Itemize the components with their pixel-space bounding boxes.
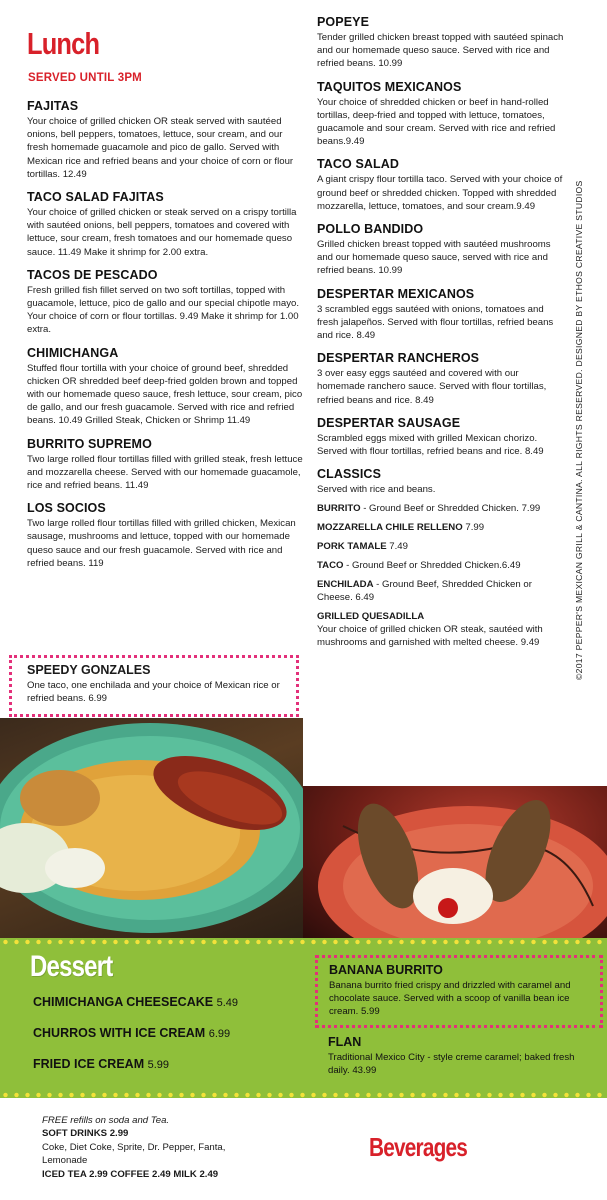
classic-name: ENCHILADA (317, 579, 374, 591)
classic-detail: - Ground Beef, Shredded Chicken or Cheese. 6.49 (317, 579, 532, 604)
menu-item (317, 157, 567, 213)
item-desc: Traditional Mexico City - style creme caramel; baked fresh daily. 43.99 (328, 1052, 575, 1077)
classic-name: PORK TAMALE (317, 541, 387, 553)
classics-subtitle: Served with rice and beans. (317, 484, 436, 496)
banana-burrito-box (315, 955, 603, 1028)
item-name: BANANA BURRITO (329, 963, 443, 977)
dessert-list (33, 995, 293, 1088)
dotted-border-top (0, 938, 607, 946)
item-name: DESPERTAR SAUSAGE (317, 415, 461, 430)
copyright-credit: ©2017 PEPPER'S MEXICAN GRILL & CANTINA. ALL RIGHTS RESERVED. DESIGNED BY ETHOS CREATIVE STUDIOS (574, 180, 584, 680)
classic-name: BURRITO (317, 503, 361, 515)
item-name: DESPERTAR MEXICANOS (317, 286, 475, 301)
classics-title: CLASSICS (317, 467, 382, 482)
classic-detail: - Ground Beef or Shredded Chicken. 7.99 (360, 503, 541, 515)
soft-drinks-list: Coke, Diet Coke, Sprite, Dr. Pepper, Fanta, Lemonade (42, 1141, 226, 1167)
item-desc: Your choice of grilled chicken or steak served on a crispy tortilla with sautéed onions, bell peppers, tomatoes and covered with lettuce, sour cream, fresh tomatoes and our homemade queso sauce. 11.49 Make it shrimp for 2.00 extra. (27, 207, 297, 258)
menu-item (317, 15, 567, 71)
item-name: FAJITAS (27, 99, 79, 113)
dessert-name: FRIED ICE CREAM (33, 1057, 145, 1071)
dessert-title: Dessert (30, 950, 113, 983)
item-desc: 3 scrambled eggs sautéed with onions, tomatoes and fresh jalapeños. Served with flour tortillas, refried beans and rice. 8.49 (317, 303, 554, 342)
dessert-item (33, 995, 293, 1009)
dessert-name: CHURROS WITH ICE CREAM (33, 1026, 206, 1040)
menu-item (27, 501, 305, 570)
plate-illustration (0, 718, 303, 940)
menu-item (317, 351, 567, 407)
item-name: POLLO BANDIDO (317, 222, 424, 237)
menu-item (27, 437, 305, 493)
dotted-border-bottom (0, 1091, 607, 1099)
dessert-price: 5.99 (147, 1059, 170, 1071)
classic-detail: - Ground Beef or Shredded Chicken.6.49 (343, 560, 521, 572)
item-desc: One taco, one enchilada and your choice of Mexican rice or refried beans. 6.99 (27, 680, 280, 705)
classics-line (317, 502, 567, 515)
lunch-left-column (27, 99, 305, 579)
item-desc: Grilled chicken breast topped with sautéed mushrooms and our homemade queso sauce, served with rice and refried beans. 10.99 (317, 239, 551, 277)
item-desc: Banana burrito fried crispy and drizzled with caramel and chocolate sauce. Served with a scoop of vanilla bean ice cream. 5.99 (329, 980, 571, 1018)
soft-drinks-price: SOFT DRINKS 2.99 (42, 1128, 129, 1140)
item-name: TAQUITOS MEXICANOS (317, 79, 462, 94)
menu-item (27, 99, 305, 181)
menu-item (317, 287, 567, 343)
menu-item (27, 346, 305, 428)
beverages-list (42, 1114, 322, 1181)
classic-name: TACO (317, 560, 344, 572)
classics-line (317, 578, 567, 604)
free-refills-note: FREE refills on soda and Tea. (42, 1115, 170, 1126)
classic-desc: Your choice of grilled chicken OR steak, sautéed with mushrooms and garnished with melted cheese. 9.49 (317, 624, 543, 649)
flan-item (328, 1035, 588, 1077)
dessert-illustration (303, 786, 607, 940)
menu-item (317, 222, 567, 278)
dessert-name: CHIMICHANGA CHEESECAKE (33, 995, 214, 1009)
item-name: TACOS DE PESCADO (27, 267, 158, 282)
dessert-item (33, 1026, 293, 1040)
item-name: LOS SOCIOS (27, 501, 106, 516)
classics-line (317, 540, 567, 553)
classics-section (317, 467, 567, 649)
menu-item (27, 190, 305, 259)
item-name: BURRITO SUPREMO (27, 436, 152, 451)
dessert-price: 6.99 (208, 1028, 231, 1040)
other-drinks-prices: ICED TEA 2.99 COFFEE 2.49 MILK 2.49 (42, 1168, 219, 1180)
classic-detail: 7.49 (386, 541, 408, 553)
speedy-gonzales-box (9, 655, 299, 717)
item-desc: Your choice of grilled chicken OR steak served with sautéed onions, bell peppers, tomatoes, lettuce, sour cream, and our fresh homemade guacamole and pico de gallo. Served with Mexican rice and refried beans and your choice of corn or flour tortillas. 12.49 (27, 116, 294, 180)
item-name: TACO SALAD FAJITAS (27, 190, 164, 205)
lunch-title: Lunch (27, 26, 100, 61)
item-desc: Tender grilled chicken breast topped with sautéed spinach and our homemade queso sauce. Served with rice and refried beans. 10.99 (317, 32, 564, 70)
menu-item (317, 416, 567, 458)
classics-line (317, 610, 567, 623)
menu-item (317, 80, 567, 149)
dessert-item (33, 1057, 293, 1071)
classics-line (317, 521, 567, 534)
item-desc: Two large rolled flour tortillas filled with grilled steak, fresh lettuce and mozzarella cheese. Served with our homemade guacamole, rice and refried beans. 11.49 (27, 453, 303, 492)
dessert-price: 5.49 (216, 997, 239, 1009)
item-desc: 3 over easy eggs sautéed and covered with our homemade ranchero sauce. Served with flour tortillas, refried beans and rice. 8.49 (317, 368, 547, 406)
item-desc: Scrambled eggs mixed with grilled Mexican chorizo. Served with flour tortillas, refried beans and rice. 8.49 (317, 432, 544, 458)
item-name: TACO SALAD (317, 157, 400, 172)
enchilada-plate-photo (0, 718, 303, 940)
classic-name: GRILLED QUESADILLA (317, 611, 425, 623)
classics-line (317, 559, 567, 572)
classic-detail: 7.99 (462, 522, 485, 534)
item-name: DESPERTAR RANCHEROS (317, 351, 480, 366)
lunch-right-column (317, 15, 567, 659)
beverages-title: Beverages (369, 1132, 468, 1162)
item-desc: Fresh grilled fish fillet served on two soft tortillas, topped with guacamole, lettuce, pico de gallo and our special chipotle mayo. Your choice of corn or flour tortillas. 9.49 Make it shrimp for 1.00 extra. (27, 284, 299, 336)
item-desc: A giant crispy flour tortilla taco. Served with your choice of ground beef or shredded chicken. Topped with shredded mozzarella, lettuce, tomatoes, and sour cream.9.49 (317, 174, 563, 212)
item-name: CHIMICHANGA (27, 345, 119, 360)
item-desc: Stuffed flour tortilla with your choice of ground beef, shredded chicken OR shredded beef deep-fried golden brown and topped with our homemade queso sauce, fresh lettuce, sour cream, pico de gallo, and our fresh guacamole. Served with rice and refried beans. 10.49 Grilled Steak, Chicken or Shrimp 11.49 (27, 362, 303, 427)
menu-item (27, 268, 305, 337)
item-desc: Two large rolled flour tortillas filled with grilled chicken, Mexican sausage, mushrooms and lettuce, topped with our homemade queso sauce and our fresh guacamole. Served with rice and refried beans. 119 (27, 518, 296, 569)
item-name: POPEYE (317, 15, 370, 29)
served-until: SERVED UNTIL 3PM (28, 72, 142, 84)
item-desc: Your choice of shredded chicken or beef in hand-rolled tortillas, deep-fried and topped with lettuce, tomatoes, guacamole and sour cream. Served with rice and refried beans.9.49 (317, 96, 556, 148)
banana-burrito-photo (303, 786, 607, 940)
item-name: FLAN (328, 1035, 362, 1049)
classic-name: MOZZARELLA CHILE RELLENO (317, 522, 463, 534)
item-name: SPEEDY GONZALES (27, 663, 151, 677)
